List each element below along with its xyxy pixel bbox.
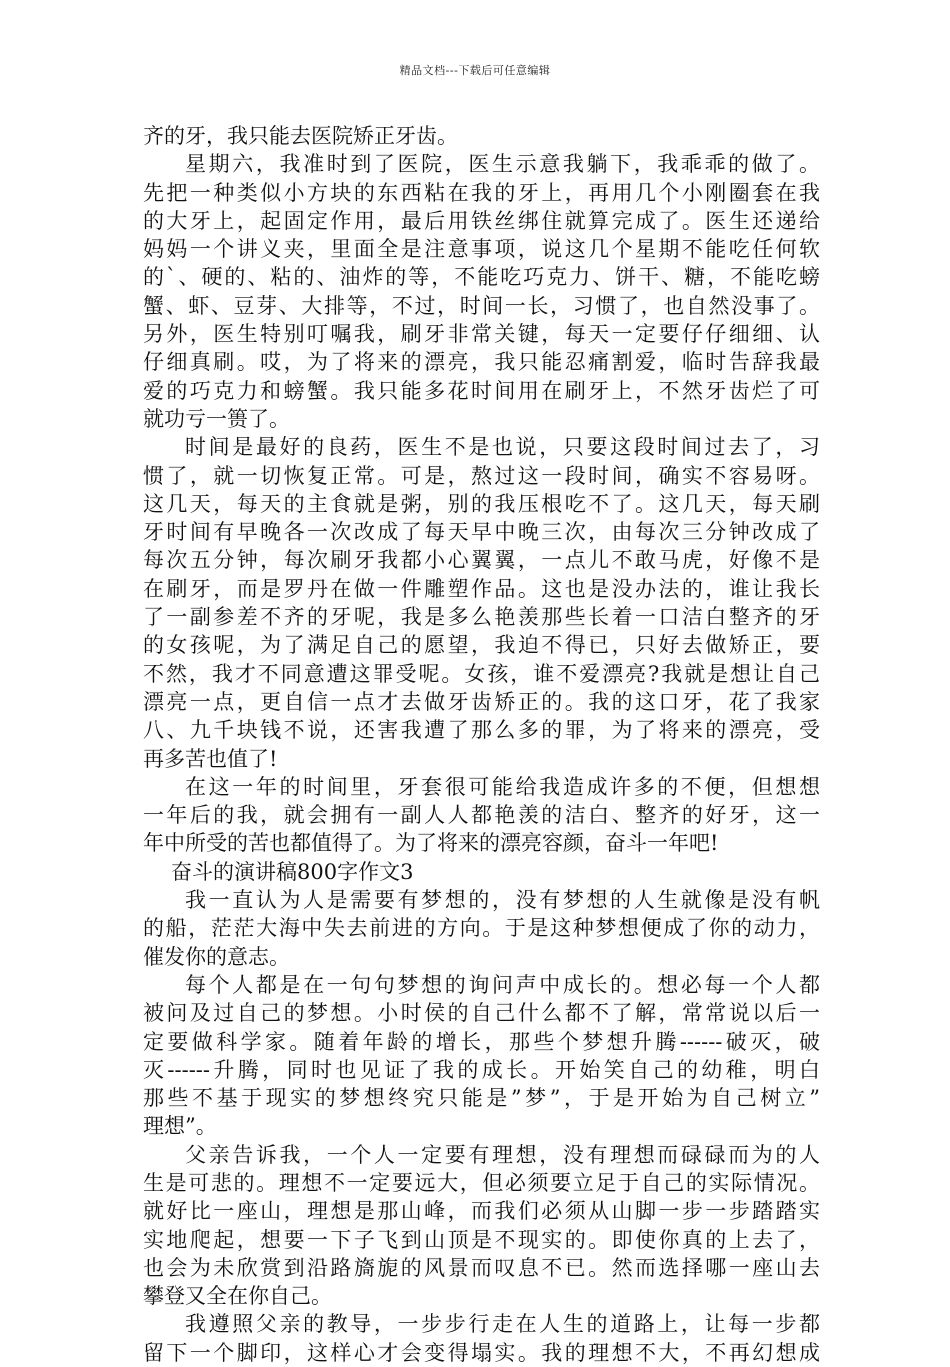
text-line: 我一直认为人是需要有梦想的，没有梦想的人生就像是没有帆 — [185, 888, 820, 913]
text-line: 实地爬起，想要一下子飞到山顶是不现实的。即使你真的上去了， — [143, 1227, 820, 1252]
document-body — [143, 122, 820, 1367]
text-line: 漂亮一点，更自信一点才去做牙齿矫正的。我的这口牙，花了我家 — [143, 689, 820, 714]
text-line: 不然，我才不同意遭这罪受呢。女孩，谁不爱漂亮?我就是想让自己 — [143, 661, 820, 686]
page-header: 精品文档---下载后可任意编辑 — [399, 64, 551, 77]
text-line: 一年后的我，就会拥有一副人人都艳羡的洁白、整齐的好牙，这一 — [143, 803, 820, 828]
text-line: 留下一个脚印，这样心才会变得塌实。我的理想不大，不再幻想成 — [143, 1340, 820, 1365]
text-line: 被问及过自己的梦想。小时侯的自己什么都不了解，常常说以后一 — [143, 1001, 820, 1026]
text-line: 就好比一座山，理想是那山峰，而我们必须从山脚一步一步踏踏实 — [143, 1199, 820, 1224]
text-line: 星期六，我准时到了医院，医生示意我躺下，我乖乖的做了。 — [185, 152, 820, 177]
text-line: 这几天，每天的主食就是粥，别的我压根吃不了。这几天，每天刷 — [143, 491, 820, 516]
text-line: 另外，医生特别叮嘱我，刷牙非常关键，每天一定要仔仔细细、认 — [143, 322, 820, 347]
text-line: 灭------升腾，同时也见证了我的成长。开始笑自己的幼稚，明白 — [143, 1057, 820, 1082]
text-line: 时间是最好的良药，医生不是也说，只要这段时间过去了，习 — [185, 435, 820, 460]
text-line: 攀登又全在你自己。 — [143, 1284, 332, 1309]
text-line: 奋斗的演讲稿800字作文3 — [171, 859, 414, 884]
text-line: 催发你的意志。 — [143, 944, 290, 969]
text-line: 也会为未欣赏到沿路旖旎的风景而叹息不已。然而选择哪一座山去 — [143, 1255, 820, 1280]
text-line: 的`、硬的、粘的、油炸的等，不能吃巧克力、饼干、糖，不能吃螃 — [143, 265, 820, 290]
text-line: 我遵照父亲的教导，一步步行走在人生的道路上，让每一步都 — [185, 1312, 820, 1337]
text-line: 了一副参差不齐的牙呢，我是多么艳羡那些长着一口洁白整齐的牙 — [143, 605, 820, 630]
text-line: 生是可悲的。理想不一定要远大，但必须要立足于自己的实际情况。 — [143, 1170, 820, 1195]
text-line: 爱的巧克力和螃蟹。我只能多花时间用在刷牙上，不然牙齿烂了可 — [143, 378, 820, 403]
text-line: 每次五分钟，每次刷牙我都小心翼翼，一点儿不敢马虎，好像不是 — [143, 548, 820, 573]
text-line: 惯了，就一切恢复正常。可是，熬过这一段时间，确实不容易呀。 — [143, 463, 820, 488]
text-line: 就功亏一篑了。 — [143, 406, 290, 431]
text-line: 在刷牙，而是罗丹在做一件雕塑作品。这也是没办法的，谁让我长 — [143, 576, 820, 601]
text-line: 先把一种类似小方块的东西粘在我的牙上，再用几个小刚圈套在我 — [143, 180, 820, 205]
text-line: 齐的牙，我只能去医院矫正牙齿。 — [143, 124, 458, 148]
text-line: 妈妈一个讲义夹，里面全是注意事项，说这几个星期不能吃任何软 — [143, 237, 820, 262]
text-line: 在这一年的时间里，牙套很可能给我造成许多的不便，但想想 — [185, 774, 820, 799]
text-line: 的大牙上，起固定作用，最后用铁丝绑住就算完成了。医生还递给 — [143, 208, 820, 233]
text-line: 蟹、虾、豆芽、大排等，不过，时间一长，习惯了，也自然没事了。 — [143, 293, 820, 318]
text-line: 八、九千块钱不说，还害我遭了那么多的罪，为了将来的漂亮，受 — [143, 718, 820, 743]
text-line: 的船，茫茫大海中失去前进的方向。于是这种梦想便成了你的动力， — [143, 916, 820, 941]
text-line: 的女孩呢，为了满足自己的愿望，我迫不得已，只好去做矫正，要 — [143, 633, 820, 658]
text-line: 牙时间有早晚各一次改成了每天早中晚三次，由每次三分钟改成了 — [143, 520, 820, 545]
text-line: 每个人都是在一句句梦想的询问声中成长的。想必每一个人都 — [185, 972, 820, 997]
text-line: 年中所受的苦也都值得了。为了将来的漂亮容颜，奋斗一年吧! — [143, 831, 719, 856]
text-line: 再多苦也值了! — [143, 746, 278, 771]
text-line: 那些不基于现实的梦想终究只能是”梦”，于是开始为自己树立” — [143, 1086, 820, 1111]
text-line: 父亲告诉我，一个人一定要有理想，没有理想而碌碌而为的人 — [185, 1142, 820, 1167]
text-line: 仔细真刷。哎，为了将来的漂亮，我只能忍痛割爱，临时告辞我最 — [143, 350, 820, 375]
text-line: 理想”。 — [143, 1114, 217, 1139]
text-line: 定要做科学家。随着年龄的增长，那些个梦想升腾------破灭，破 — [143, 1029, 820, 1054]
